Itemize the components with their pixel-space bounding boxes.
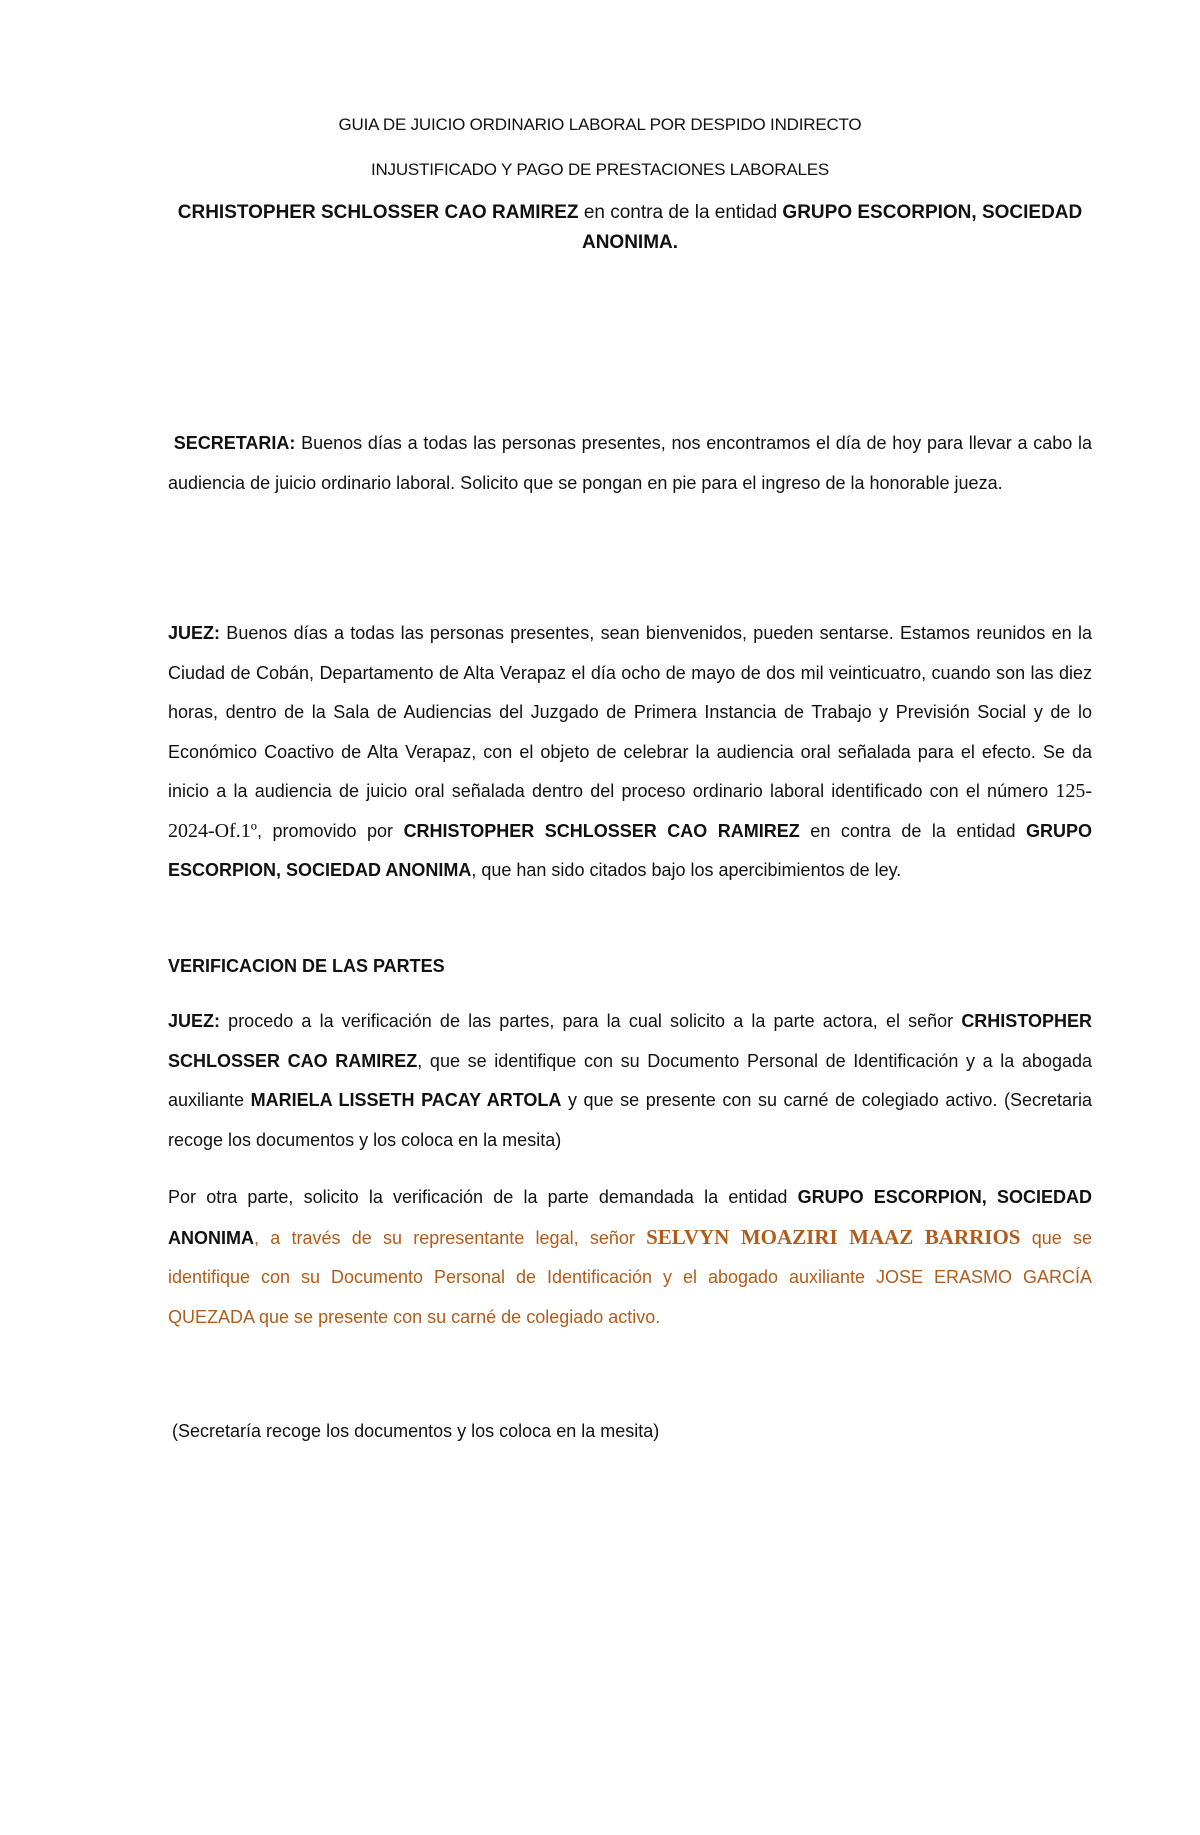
section-heading: VERIFICACION DE LAS PARTES [168, 956, 445, 976]
otra-parte-text-a: Por otra parte, solicito la verificación de la parte demandada la entidad [168, 1187, 798, 1207]
otra-parte-paragraph [168, 1178, 1092, 1337]
juez-verification-text-a: procedo a la verificación de las partes, para la cual solicito a la parte actora, el señor [220, 1011, 962, 1031]
actor-name: CRHISTOPHER SCHLOSSER CAO RAMIREZ [177, 202, 579, 223]
speaker-juez: JUEZ: [168, 623, 221, 643]
speaker-juez: JUEZ: [168, 1011, 221, 1031]
closing-note: (Secretaría recoge los documentos y los coloca en la mesita) [172, 1421, 660, 1441]
representative-name: SELVYN MOAZIRI MAAZ BARRIOS [646, 1224, 1021, 1249]
juez-opening-text-c: en contra de la entidad [799, 820, 1026, 841]
title-line-1: GUIA DE JUICIO ORDINARIO LABORAL POR DESPIDO INDIRECTO [338, 115, 862, 134]
juez-opening-text-b: , promovido por [256, 820, 404, 841]
juez-opening-paragraph [168, 614, 1092, 891]
secretaria-text: Buenos días a todas las personas presentes, nos encontramos el día de hoy para llevar a cabo la audiencia de juicio ordinario laboral. Solicito que se pongan en pie para el ingreso de la honorable jueza. [168, 433, 1092, 493]
case-number: 125-2024-Of.1º [168, 780, 1092, 842]
otra-parte-text-c: que se identifique con su Documento Personal de Identificación y el abogado auxiliante JOSE ERASMO GARCÍA QUEZADA que se presente con su carné de colegiado activo. [168, 1227, 1092, 1327]
actor-name: CRHISTOPHER SCHLOSSER CAO RAMIREZ [403, 820, 800, 841]
speaker-secretaria: SECRETARIA: [173, 433, 296, 453]
juez-opening-text-a: Buenos días a todas las personas presentes, sean bienvenidos, pueden sentarse. Estamos reunidos en la Ciudad de Cobán, Departamento de Alta Verapaz el día ocho de mayo de dos mil veinticuatro, cuando son las diez horas, dentro de la Sala de Audiencias del Juzgado de Primera Instancia de Trabajo y Previsión Social y de lo Económico Coactivo de Alta Verapaz, con el objeto de celebrar la audiencia oral señalada para el efecto. Se da inicio a la audiencia de juicio oral señalada dentro del proceso ordinario laboral identificado con el número [168, 623, 1092, 801]
otra-parte-text-b: , a través de su representante legal, señor [254, 1227, 647, 1248]
secretaria-paragraph [168, 424, 1092, 503]
juez-verification-text-c: y que se presente con su carné de colegiado activo. (Secretaria recoge los documentos y los coloca en la mesita) [168, 1090, 1092, 1150]
actor-name: CRHISTOPHER SCHLOSSER CAO RAMIREZ [168, 1011, 1092, 1071]
defendant-name: GRUPO ESCORPION, SOCIEDAD ANONIMA. [581, 202, 1083, 253]
juez-opening-text-d: , que han sido citados bajo los apercibimientos de ley. [471, 860, 902, 880]
defendant-name: GRUPO ESCORPION, SOCIEDAD ANONIMA [168, 1187, 1092, 1248]
parties-connector: en contra de la entidad [578, 202, 783, 223]
case-parties [168, 198, 1092, 258]
lawyer-name: MARIELA LISSETH PACAY ARTOLA [250, 1090, 562, 1110]
juez-verification-text-b: , que se identifique con su Documento Personal de Identificación y a la abogada auxiliante [168, 1050, 1092, 1110]
defendant-name: GRUPO ESCORPION, SOCIEDAD ANONIMA [168, 820, 1093, 880]
juez-verification-paragraph [168, 1002, 1092, 1160]
title-line-2: INJUSTIFICADO Y PAGO DE PRESTACIONES LABORALES [370, 160, 830, 179]
